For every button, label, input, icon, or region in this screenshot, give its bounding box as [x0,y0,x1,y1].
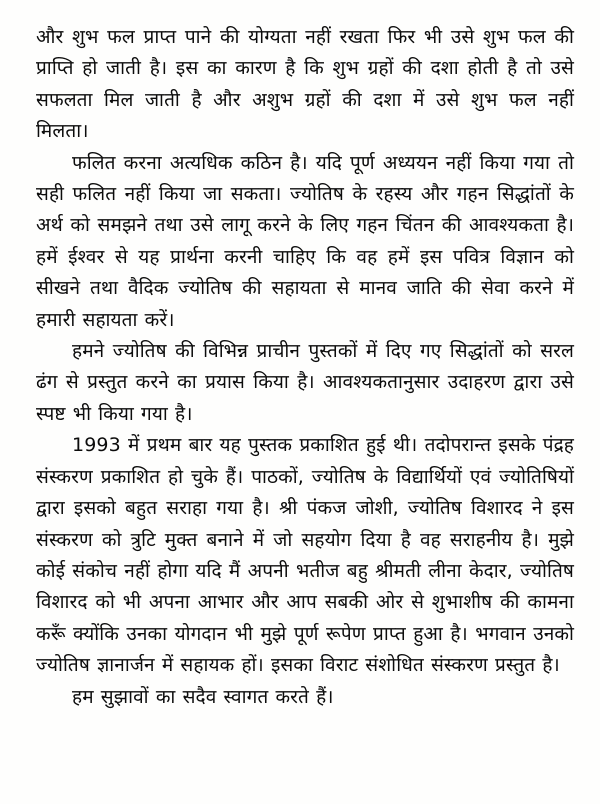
paragraph: हम सुझावों का सदैव स्वागत करते हैं। [72,685,334,708]
paragraph: हमने ज्योतिष की विभिन्न प्राचीन पुस्तकों में दिए गए सिद्धांतों को सरल ढंग से प्रस्तुत करने का प्रयास किया है। आवश्यकतानुसार उदाहरण द्वारा उसे स्पष्ट भी किया गया है। [36,340,574,425]
paragraph: फलित करना अत्यधिक कठिन है। यदि पूर्ण अध्ययन नहीं किया गया तो सही फलित नहीं किया जा सकता। ज्योतिष के रहस्य और गहन सिद्धांतों के अर्थ को समझने तथा उसे लागू करने के लिए गहन चिंतन की आवश्यकता है। हमें ईश्वर से यह प्रार्थना करनी चाहिए कि वह हमें इस पवित्र विज्ञान को सीखने तथा वैदिक ज्योतिष की सहायता से मानव जाति की सेवा करने में हमारी सहायता करें। [36,151,574,331]
paragraph: 1993 में प्रथम बार यह पुस्तक प्रकाशित हुई थी। तदोपरान्त इसके पंद्रह संस्करण प्रकाशित हो चुके हैं। पाठकों, ज्योतिष के विद्यार्थियों एवं ज्योतिषियों द्वारा इसको बहुत सराहा गया है। श्री पंकज जोशी, ज्योतिष विशारद ने इस संस्करण को त्रुटि मुक्त बनाने में जो सहयोग दिया है वह सराहनीय है। मुझे कोई संकोच नहीं होगा यदि मैं अपनी भतीज बहु श्रीमती लीना केदार, ज्योतिष विशारद को भी अपना आभार और आप सबकी ओर से शुभाशीष की कामना करूँ क्योंकि उनका योगदान भी मुझे पूर्ण रूपेण प्राप्त हुआ है। भगवान उनको ज्योतिष ज्ञानार्जन में सहायक हों। इसका विराट संशोधित संस्करण प्रस्तुत है। [36,434,574,677]
paragraph-continued: और शुभ फल प्राप्त पाने की योग्यता नहीं रखता फिर भी उसे शुभ फल की प्राप्ति हो जाती है। इस का कारण है कि शुभ ग्रहों की दशा होती है तो उसे सफलता मिल जाती है और अशुभ ग्रहों की दशा में उसे शुभ फल नहीं मिलता। [36,26,574,143]
